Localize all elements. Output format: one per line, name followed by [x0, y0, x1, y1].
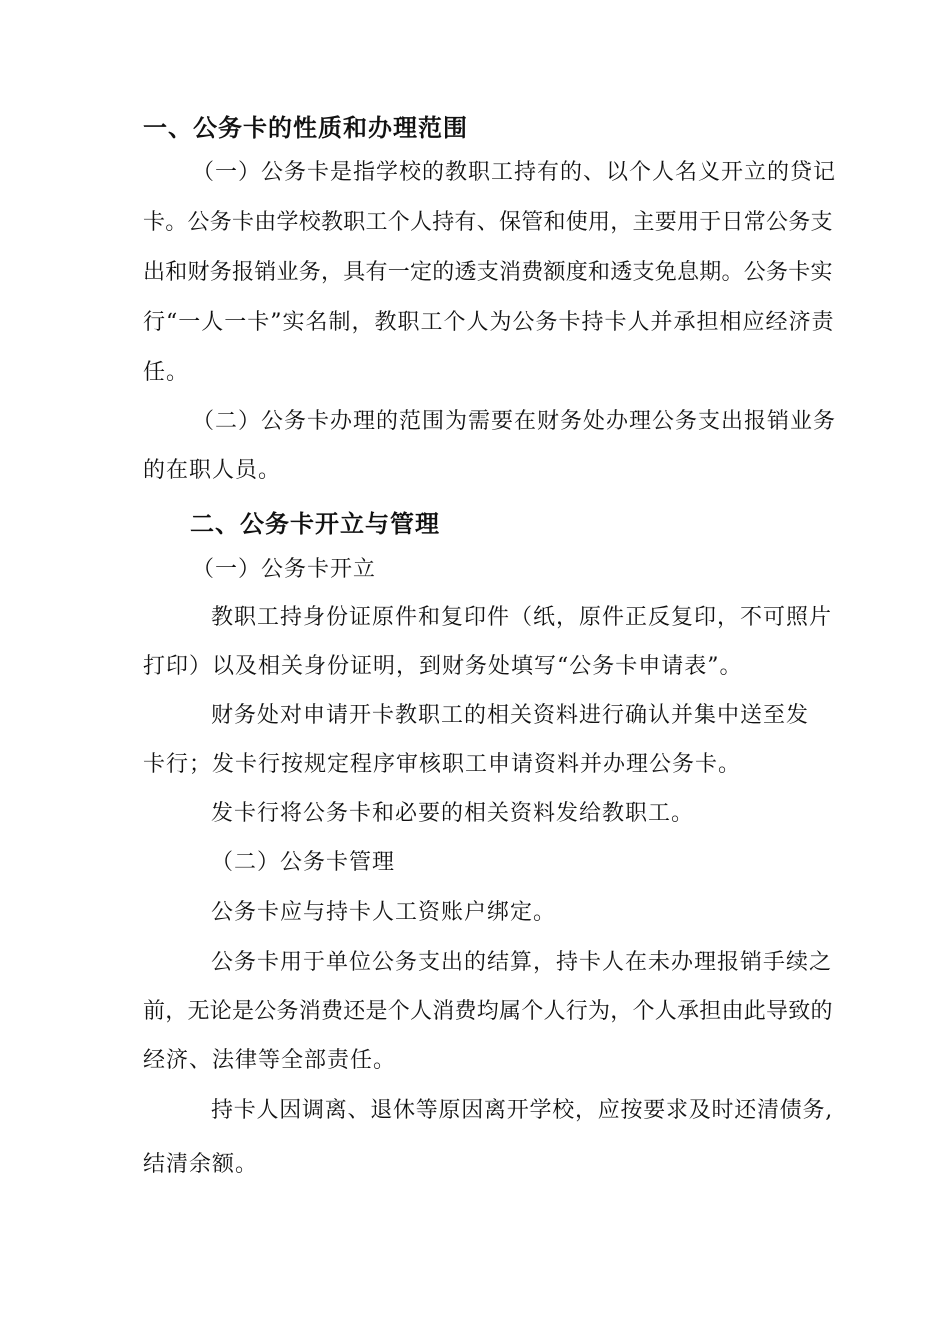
section1-para1-line2: 卡。公务卡由学校教职工个人持有、保管和使用，主要用于日常公务支 [143, 210, 833, 235]
section2-sub1-p1-line1: 教职工持身份证原件和复印件（纸，原件正反复印，不可照片 [211, 605, 833, 630]
section2-sub2-p3-line2: 结清余额。 [143, 1152, 259, 1177]
section1-para2-line1: （二）公务卡办理的范围为需要在财务处办理公务支出报销业务 [192, 409, 837, 434]
section2-sub2-title: （二）公务卡管理 [211, 850, 396, 875]
section1-heading: 一、公务卡的性质和办理范围 [143, 114, 468, 142]
section2-sub2-p2-line1: 公务卡用于单位公务支出的结算，持卡人在未办理报销手续之 [211, 950, 833, 975]
section2-heading: 二、公务卡开立与管理 [190, 510, 440, 538]
section2-sub2-p2-line3: 经济、法律等全部责任。 [143, 1048, 397, 1073]
section2-sub2-p3-line1: 持卡人因调离、退休等原因离开学校，应按要求及时还清债务, [211, 1098, 833, 1123]
section1-para2-line2: 的在职人员。 [143, 458, 282, 483]
section2-sub2-p1-line1: 公务卡应与持卡人工资账户绑定。 [211, 900, 557, 925]
section2-sub2-p2-line2: 前，无论是公务消费还是个人消费均属个人行为，个人承担由此导致的 [143, 999, 833, 1024]
section1-para1-line3: 出和财务报销业务，具有一定的透支消费额度和透支免息期。公务卡实 [143, 260, 833, 285]
section2-sub1-p2-line2: 卡行；发卡行按规定程序审核职工申请资料并办理公务卡。 [143, 752, 742, 777]
section2-sub1-p1-line2: 打印）以及相关身份证明，到财务处填写“公务卡申请表”。 [143, 654, 743, 679]
section2-sub1-title: （一）公务卡开立 [192, 557, 377, 582]
section1-para1-line4: 行“一人一卡”实名制，教职工个人为公务卡持卡人并承担相应经济责 [143, 310, 835, 335]
section2-sub1-p3-line1: 发卡行将公务卡和必要的相关资料发给教职工。 [211, 801, 695, 826]
section2-sub1-p2-line1: 财务处对申请开卡教职工的相关资料进行确认并集中送至发 [211, 703, 810, 728]
section1-para1-line5: 任。 [143, 360, 190, 385]
section1-para1-line1: （一）公务卡是指学校的教职工持有的、以个人名义开立的贷记 [192, 160, 837, 185]
